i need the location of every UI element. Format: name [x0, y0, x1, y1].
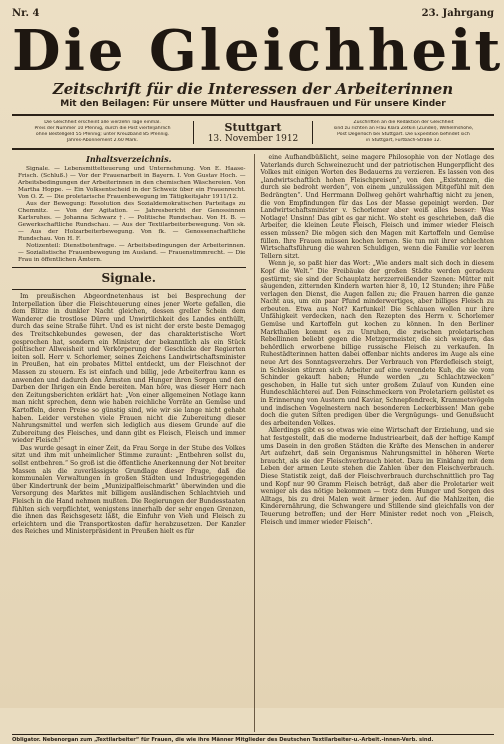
- editorial-line: in Stuttgart, Furtbach-Straße 12.: [366, 138, 441, 143]
- article-paragraph: Im preußischen Abgeordnetenhaus ist bei Besprechung der Interpellation über die Fleischteuerung eines jener Worte gefallen, die dem Blitze in dunkler Nacht gleichen, dessen greller Schein dem Wanderer die trostlose Dürre und Unwirtlichkeit des Landes enthüllt, durch das seine Straße führt. Und es ist nicht der erste beste Demagog des Treitschkebundes gewesen, der das charakteristische Wort gesprochen hat, sondern ein Minister, der bekanntlich als ein Stück politischer Allweisheit und Verkörperung der Geschicke der Regierten leiten soll. Herr v. Schorlemer, seines Zeichens Landwirtschaftsminister in Preußen, hat ein probates Mittel entdeckt, um der Fleischnot der Massen zu steuern. Es ist einfach und billig, jede Arbeiterfrau kann es anwenden und dadurch den Ärmsten und Hunger ihren Sorgen und den Darben der Ihrigen ein Ende bereiten. Man höre, was dieser Herr nach den Zeitungsberichten erklärt hat: „Von einer allgemeinen Notlage kann man nicht sprechen, denn wie haben reichliche Vorräte an Gemüse und Kartoffeln, deren Preise so günstig sind, wie wir sie lange nicht gehabt haben. Leider verstehen viele Frauen nicht die Zubereitung dieser Nahrungsmittel und werfen sich lediglich aus diesem Grunde auf die Zubereitung des Fleisches, und dann gibt es Fleisch, Fleisch und immer wieder Fleisch!“: [12, 293, 246, 445]
- divider: [12, 267, 246, 268]
- date-label: 13. November 1912: [207, 133, 299, 144]
- volume-label: 23. Jahrgang: [421, 8, 494, 19]
- editorial-line: Post Degerloch bei Stuttgart. Die Expedition befindet sich: [337, 132, 470, 137]
- info-bar: [12, 114, 494, 150]
- dateline: [193, 121, 313, 144]
- right-column: [254, 154, 495, 732]
- article-title: Signale.: [101, 271, 156, 285]
- toc-item: Signale. — Lebensmittelteuerung und Unternehmung. Von E. Haase-Frisch. (Schluß.) — Vor der Frauenarbeit in Bayern. I. Von Gustav Hoch. — Arbeitsbedingungen der Arbeiterinnen in den chemischen Wäschereien. Von Martha Hoppe. — Ein Volksentscheid in der Schweiz über ein Frauenrecht. Von O. Z. — Die proletarische Frauenbewegung im Tätigkeitsjahr 1911/12.: [18, 166, 246, 200]
- article-paragraph: eine Aufhandbüßlicht, seine magere Philosophie von der Notlage des Vaterlands durch Schweinezucht und der patriotischen Hungerpflicht des Volkes mit einigen Worten des Bedauerns zu verzieren. Es lassen von des „landwirtschaftlich hohen Fleischpreisen“, von den „Existenzen, die durch sie bedroht werden“, von einem „unzulässigen Mitgefühl mit den Bedrängten“. Und Herrmann Dollweg gehört wahrhaftig nicht zu jenen, die von Empfindungen für das Los der Masse gepeinigt werden. Der Landwirtschaftsminister v. Schorlemer aber weiß alles besser: Was Notlage! Unsinn! Das gibt es gar nicht. Wo steht es geschrieben, daß die Arbeiter, die kleinen Leute Fleisch, Fleisch und immer wieder Fleisch essen müssen? Die mögen sich den Magen mit Kartoffeln und Gemüse füllen. Ihre Frauen müssen kochen lernen. Sie tun mit ihrer schlechten Wirtschaftsführung die wahren Schuldigen, wenn die Familie vor leeren Tellern sitzt.: [260, 154, 494, 260]
- subscription-line: Preis der Nummer 10 Pfennig, durch die Post vierteljährlich: [34, 126, 171, 131]
- article-paragraph: Das wurde gesagt in einer Zeit, da Frau Sorge in der Stube des Volkes sitzt und ihm mit unheimlicher Stimme zuraunt: „Entbehren sollst du, sollst entbehren.“ So groß ist die öffentliche Anerkennung der Not breiter Massen als die zuverlässigste Grundlage dieser Frage, daß die kommunalen Verwaltungen in großen Städten und Industriegegenden über Kindertrunk der beim „Munizipalfleischmarkt“ überwinden und die Versorgung des Marktes mit billigem ausländischen Schlachtvieh und Fleisch in die Hand nehmen mußten. Die Regierungen der Bundesstaaten fühlten sich verpflichtet, wenigstens innerhalb der sehr engen Grenzen, die ihnen das Reichsgesetz läßt, die Einfuhr von Vieh und Fleisch zu erleichtern und die Transportkosten dafür herabzusetzen. Der Kanzler des Reiches und Ministerpräsident in Preußen hielt es für: [12, 444, 246, 536]
- masthead-subtitle: Zeitschrift für die Interessen der Arbeiterinnen: [52, 80, 454, 98]
- article-columns: [12, 154, 494, 732]
- footer-note: Obligator. Nebenorgan zum „Textilarbeiter“ für Frauen, die wie ihre Männer Mitglieder des Deutschen Textilarbeiter-u.-Arbeit.-innen-Verb. sind.: [12, 734, 494, 744]
- left-column: [12, 154, 246, 732]
- subscription-line: Jahres-Abonnement 2.60 Mark.: [66, 138, 139, 143]
- divider: [12, 289, 246, 290]
- toc-item: Notizenteil: Dienstbotenfrage. — Arbeitsbedingungen der Arbeiterinnen. — Sozialistische Frauenbewegung im Ausland. — Frauenstimmrecht. — Die Frau in öffentlichen Ämtern.: [18, 243, 246, 263]
- masthead-title: Die Gleichheit: [12, 18, 504, 84]
- city-label: Stuttgart: [224, 120, 282, 134]
- subscription-line: Die Gleichheit erscheint alle vierzehn Tage einmal.: [44, 120, 161, 125]
- toc-title: Inhaltsverzeichnis.: [86, 154, 172, 164]
- article-paragraph: Wenn je, so paßt hier das Wort: „Wie anders malt sich doch in diesem Kopf die Welt.“ Die Freibäuke der großen Städte werden geradezu gestürmt; sie sind der Schauplatz herzzerreißender Szenen: Mütter mit säugenden, zitternden Kindern warten hier 8, 10, 12 Stunden; ihre Füße verlagen den Dienst, die Augen fallen zu; die Frauen harren die ganze Nacht aus, um ein paar Pfund minderwertiges, aber billiges Fleisch zu erbeuten. Etwa aus Not? Karfunkel! Die Schlauen wollen nur ihre Unfähigkeit verdecken, nach den Rezepten des Herrn v. Schorlemer Gemüse und Kartoffeln gut kochen zu können. In den Berliner Markthallen kommt es zu Unruhen, die zwischen proletarischen Rebellinnen beliebt gegen die Metzgermeister, die sich weigern, das behördlich erworbene billige russische Fleisch zu verkaufen. In Ruhestädterinnen hatten dabei offenbar nichts anderes im Auge als eine neue Art des Sonntagsverzehrs. Der Verbrauch von Pferdefleisch steigt, in Schlesien stürzen sich Arbeiter auf eine verendete Kuh, die sie vom Schinder gekauft haben; Hunde werden „zu Schlachtzwecken“ geschoben, in Halle tut sich unter großem Zulauf von Kunden eine Hundeschlächterei auf. Den Feinschmeckern von Proletariern gelüstet es in Erinnerung von Austern und Kaviar, Schnepfendreck, Krammetsvögeln und indischen Vogelnestern nach besonderen Leckerbissen! Man gebe doch die guten Sitten predigen über die Vergnügungs- und Genußsucht des arbeitenden Volkes.: [260, 260, 494, 427]
- issue-number: Nr. 4: [12, 8, 40, 19]
- article-paragraph: Allerdings gibt es so etwas wie eine Wirtschaft der Erziehung, und sie hat festgestellt, daß die moderne Industriearbeit, daß der heftige Kampf ums Dasein in den großen Städten die Kräfte des Menschen in anderer Art aufzehrt, daß sein Organismus Nahrungsmittel in höheren Werte braucht, als sie der Fleischverbrauch bietet. Dazu im Einklang mit dem Leben der armen Leute stehen die Zahlen über den Fleischverbrauch. Diese Statistik zeigt, daß der Fleischverbrauch durchschnittlich pro Tag und Kopf nur 90 Gramm Fleisch beträgt, daß aber die Proletarier weit weniger als das nötige bekommen — trotz dem Hunger und Sorgen des Alltags, bis zu drei Malen weit ärmer jeden. Auf die Mahlzeiten, die Kinderernährung, die Schwangere und Stillende sind gleichfalls von der Teuerung betroffen; und der Herr Minister redet noch von „Fleisch, Fleisch und immer wieder Fleisch“.: [260, 427, 494, 526]
- editorial-line: Zuschriften an die Redaktion der Gleichheit: [353, 120, 454, 125]
- subscription-line: ohne Bestellgeld 55 Pfennig; unter Kreuzband 85 Pfennig.: [35, 132, 170, 137]
- subscription-info: [12, 120, 193, 144]
- editorial-line: sind zu richten an Frau Klara Zetkin (Zundel), Wilhelmshöhe,: [333, 126, 474, 131]
- editorial-info: [313, 120, 494, 144]
- toc-item: Aus der Bewegung: Resolution des Sozialdemokratischen Parteitags zu Chemnitz. — Von der Agitation. — Jahresbericht der Genossinnen Karlsruhes. — Johanna Schwarz †. — Politische Rundschau. Von H. B. — Gewerkschaftliche Rundschau. — Aus der Textilarbeiterbewegung. Von sk. — Aus der Holzarbeiterbewegung. Von fk. — Genossenschaftliche Rundschau. Von H. F.: [18, 201, 246, 242]
- masthead-supplements: Mit den Beilagen: Für unsere Mütter und Hausfrauen und Für unsere Kinder: [60, 99, 446, 109]
